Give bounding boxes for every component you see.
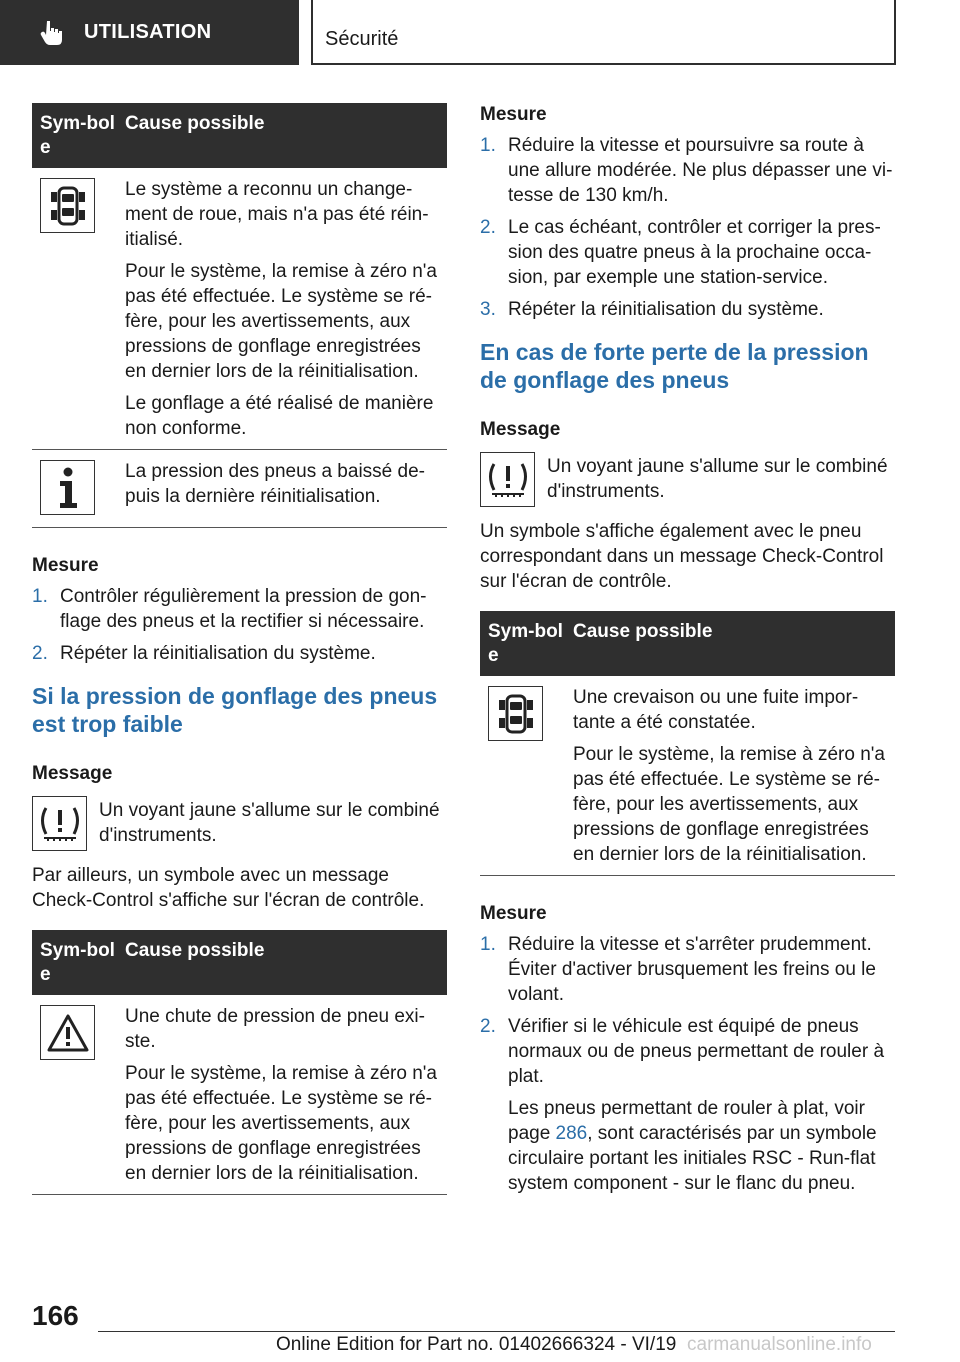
symbol-table-3 — [480, 611, 895, 876]
mesure-steps — [480, 932, 895, 1196]
mesure-steps — [32, 584, 447, 666]
footer-edition: Online Edition for Part no. 01402666324 - VI/19 — [276, 1334, 677, 1355]
list-item: 2. Vérifier si le véhicule est équipé de pneus normaux ou de pneus permettant de rouler à plat. Les pneus permettant de rouler à plat, voir page 286, sont caractérisés par un symbole circulaire portant les initiales RSC - Run-flat system component - sur le flanc du pneu. — [480, 1014, 895, 1196]
message-text: Un voyant jaune s'allume sur le combiné d'instruments. — [99, 800, 440, 846]
list-item: 1. Réduire la vitesse et poursuivre sa route à une allure modérée. Ne plus dépasser une vi-tesse de 130 km/h. — [480, 135, 893, 206]
right-column — [480, 103, 895, 1203]
info-icon — [40, 460, 95, 515]
table-row — [32, 168, 447, 450]
paragraph: Par ailleurs, un symbole avec un message Check-Control s'affiche sur l'écran de contrôle. — [32, 865, 425, 911]
step-extra: Les pneus permettant de rouler à plat, voir page 286, sont caractérisés par un symbole circulaire portant les initiales RSC - Run-flat system component - sur le flanc du pneu. — [508, 1098, 877, 1194]
table-row — [480, 676, 895, 876]
cause-text: Pour le système, la remise à zéro n'a pas été effectuée. Le système se ré-fère, pour les avertissements, aux pressions de gonflage enregistrées en dernier lors de la réinitialisation. — [573, 744, 885, 865]
list-item: 3. Répéter la réinitialisation du système. — [480, 299, 824, 320]
cause-text: Le système a reconnu un change-ment de roue, mais n'a pas été réin-itialisé. — [125, 179, 429, 250]
symbol-table-2 — [32, 930, 447, 1195]
section-heading-low-pressure: Si la pression de gonflage des pneus est trop faible — [32, 683, 438, 737]
list-item: 2. Répéter la réinitialisation du système. — [32, 643, 376, 664]
message-heading: Message — [32, 763, 113, 784]
col-symbol-header: Sym-bole — [40, 113, 115, 158]
symbol-table-1 — [32, 103, 447, 528]
mesure-heading: Mesure — [480, 104, 547, 125]
list-item: 2. Le cas échéant, contrôler et corriger la pres-sion des quatre pneus à la prochaine occa-sion, par exemple une station-service. — [480, 217, 881, 288]
left-column — [32, 103, 447, 1195]
message-text: Un voyant jaune s'allume sur le combiné d'instruments. — [547, 456, 888, 502]
pointing-hand-icon — [40, 20, 64, 46]
page-link[interactable]: 286 — [555, 1123, 588, 1144]
table-header — [32, 103, 447, 168]
chapter-header — [311, 0, 896, 65]
col-cause-header: Cause possible — [125, 940, 265, 961]
table-row — [32, 450, 447, 528]
message-block — [480, 452, 895, 507]
cause-text: Pour le système, la remise à zéro n'a pas été effectuée. Le système se ré-fère, pour les avertissements, aux pressions de gonflage enregistrées en dernier lors de la réinitialisation. — [125, 1063, 437, 1184]
section-tab — [0, 0, 299, 65]
section-title: UTILISATION — [84, 21, 212, 43]
mesure-heading: Mesure — [32, 555, 99, 576]
cause-text: Pour le système, la remise à zéro n'a pas été effectuée. Le système se ré-fère, pour les avertissements, aux pressions de gonflage enregistrées en dernier lors de la réinitialisation. — [125, 261, 437, 382]
warning-triangle-icon — [40, 1005, 95, 1060]
mesure-heading: Mesure — [480, 903, 547, 924]
chapter-title: Sécurité — [325, 28, 399, 50]
step-text: Vérifier si le véhicule est équipé de pneus normaux ou de pneus permettant de rouler à plat. — [508, 1016, 885, 1087]
table-header — [32, 930, 447, 995]
tire-pressure-car-icon — [40, 178, 95, 233]
footer-divider — [98, 1331, 895, 1332]
section-heading-strong-loss: En cas de forte perte de la pression de gonflage des pneus — [480, 339, 869, 393]
tire-warning-icon — [32, 796, 87, 851]
paragraph: Un symbole s'affiche également avec le pneu correspondant dans un message Check-Control sur l'écran de contrôle. — [480, 521, 884, 592]
tire-warning-icon — [480, 452, 535, 507]
col-cause-header: Cause possible — [125, 113, 265, 134]
cause-text: La pression des pneus a baissé de-puis la dernière réinitialisation. — [125, 461, 425, 507]
cause-text: Une crevaison ou une fuite impor-tante a été constatée. — [573, 687, 859, 733]
col-symbol-header: Sym-bole — [40, 940, 115, 985]
cause-text: Une chute de pression de pneu exi-ste. — [125, 1006, 425, 1052]
list-item: 1. Contrôler régulièrement la pression de gon-flage des pneus et la rectifier si nécessaire. — [32, 586, 427, 632]
page-number: 166 — [32, 1300, 79, 1331]
mesure-steps — [480, 133, 895, 322]
col-symbol-header: Sym-bole — [488, 621, 563, 666]
col-cause-header: Cause possible — [573, 621, 713, 642]
message-block — [32, 796, 447, 851]
list-item: 1. Réduire la vitesse et s'arrêter prudemment. Éviter d'activer brusquement les freins ou le volant. — [480, 934, 876, 1005]
cause-text: Le gonflage a été réalisé de manière non conforme. — [125, 393, 434, 439]
table-header — [480, 611, 895, 676]
footer-watermark: carmanualsonline.info — [687, 1334, 872, 1355]
table-row — [32, 995, 447, 1195]
message-heading: Message — [480, 419, 561, 440]
tire-pressure-car-icon — [488, 686, 543, 741]
